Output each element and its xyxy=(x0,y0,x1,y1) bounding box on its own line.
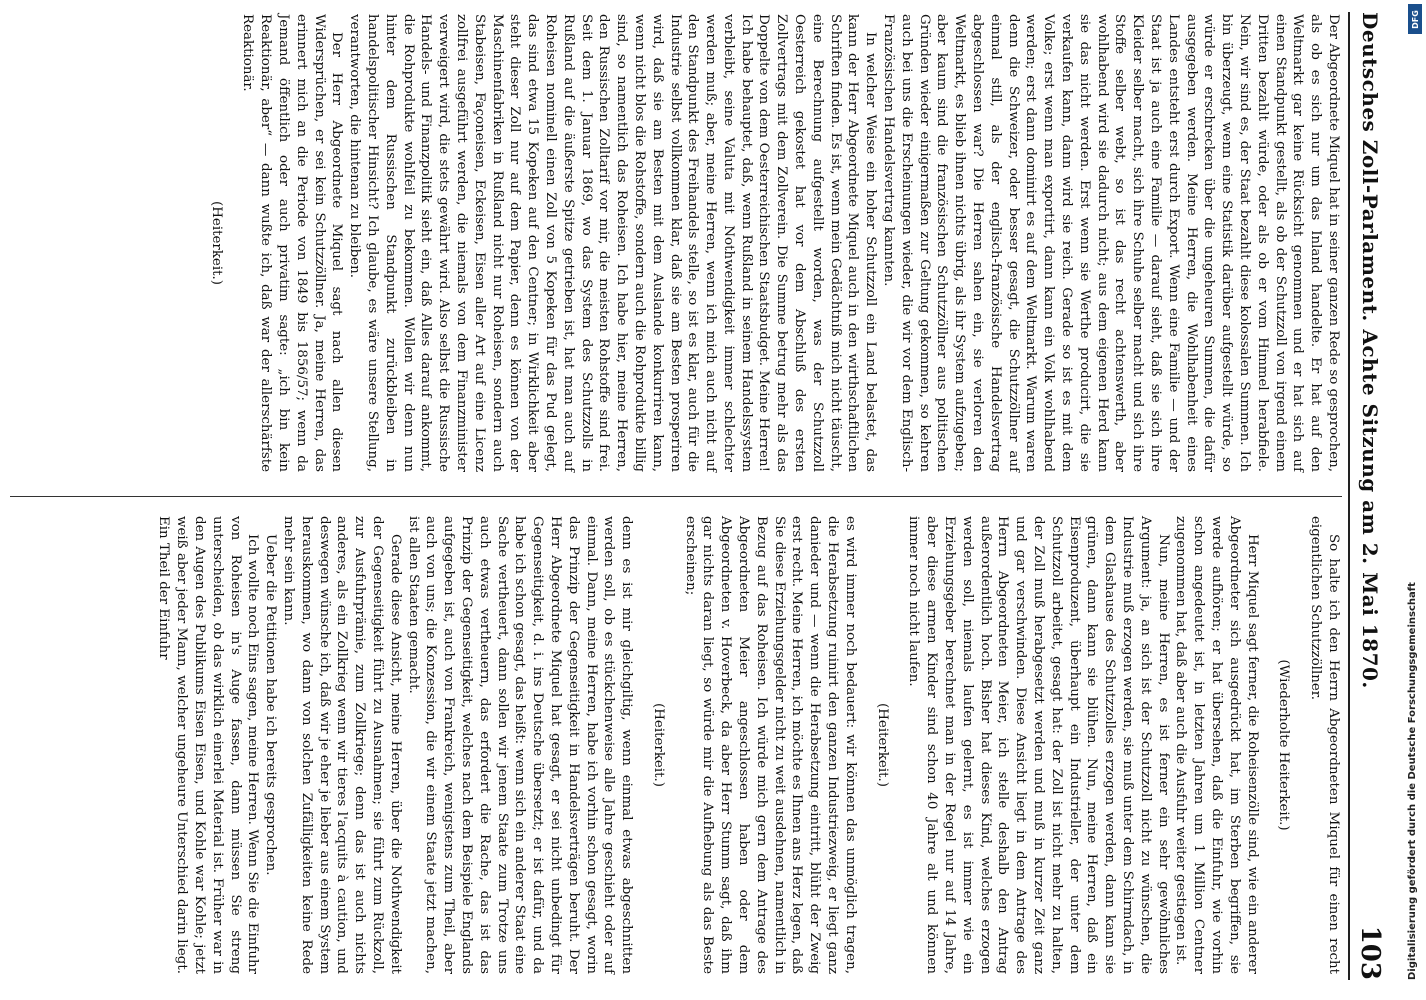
interjection: (Heiterkeit.) xyxy=(650,703,666,787)
digitization-stamp: Digitalisierung gefördert durch die Deutsche Forschungsgemeinschaft xyxy=(1407,582,1418,980)
column-divider xyxy=(10,496,1342,497)
paragraph: Herr Miquel sagt ferner, die Roheisenzölle sind, wie ein anderer Abgeordneter sich ausgedrückt hat, im Sterben begriffen, sie werde aufhören; er hat übersehen, daß die Einfuhr, wie vorhin schon angedeutet ist, in letzten Jahren um 1 Million Centner zugenommen hat, daß aber auch die Ausfuhr weiter gestiegen ist. xyxy=(1173,516,1260,974)
paragraph: Nun, meine Herren, es ist ferner ein sehr gewöhnliches Argument: ja, an sich ist der Schutzzoll nicht zu wünschen, die Industrie muß erzogen werden, sie muß unter dem Schirmdach, in dem Glashause des Schutzzolles erzogen werden, dann kann sie grünen, dann kann sie blühen. Nun, meine Herren, daß ein Eisenproduzent, überhaupt ein Industrieller, der unter dem Schutzzoll arbeitet, gesagt hat: der Zoll ist nicht mehr zu halten, der Zoll muß herabgesetzt werden und muß in kurzer Zeit ganz und gar verschwinden. Diese Ansicht liegt in dem Antrage des Herrn Abgeordneten Meier, ich stelle deshalb den Antrag außerordentlich hoch. Bisher hat dieses Kind, welches erzogen werden soll, niemals laufen gelernt, es ist immer wie ein Erziehungsgeber berechnet man in der Regel nur auf 14 Jahre, aber diese armen Kinder sind schon 40 Jahre alt und können immer noch nicht laufen. xyxy=(906,516,1171,974)
paragraph: Gerade diese Ansicht, meine Herren, über die Nothwendigkeit der Gegenseitigkeit führt zu Ausnahmen; sie führt zum Rückzoll, zur Ausfuhrprämie, zum Zollkriege; denn das ist auch nichts anderes, als ein Zollkrieg wenn wir tieres l'acquits à caution, und deswegen wünsche ich, daß wir je eher je lieber aus einem System herauskommen, wo dann von solchen Zufälligkeiten keine Rede mehr sein kann. xyxy=(280,516,403,974)
column-left xyxy=(193,14,1342,472)
interjection: (Heiterkeit.) xyxy=(874,703,890,787)
paragraph: Ich wollte noch Eins sagen, meine Herren. Wenn Sie die Einfuhr von Roheisen in's Auge fassen, dann müssen Sie streng unterscheiden, ob das wirklich einerlei Material ist. Früher war in den Augen des Publikums Eisen Eisen, und Kohle war Kohle; jetzt weiß aber jeder Mann, welcher ungeheure Unterschied darin liegt. Ein Theil der Einfuhr xyxy=(156,516,261,974)
interjection: (Heiterkeit.) xyxy=(208,201,224,285)
page-number: 103 xyxy=(1355,925,1385,980)
paragraph: Der Abgeordnete Miquel hat in seiner ganzen Rede so gesprochen, als ob es sich nur um das Inland handelte. Er hat auf den Weltmarkt gar keine Rücksicht genommen und er hat sich auf einen Standpunkt gestellt, als ob der Schutzzoll von irgend einem Dritten bezahlt würde, oder als ob er vom Himmel herabfiele. Nein, wir sind es, der Staat bezahlt diese kolossalen Summen. Ich bin überzeugt, wenn eine Statistik darüber aufgestellt würde, so würde er erschrecken über die ungeheuren Summen, die dafür ausgegeben werden. Meine Herren, die Wohlhabenheit eines Landes entsteht erst durch Export. Wenn eine Familie — und der Staat ist ja auch eine Familie — darauf sieht, daß sie sich ihre Kleider selber macht, sich ihre Schuhe selber macht und sich ihre Stoffe selber webt, so ist das recht achtenswerth, aber wohlhabend wird sie dadurch nicht; aus dem eigenen Herd kann sie das nicht werden. Erst wenn sie Werthe producirt, die sie verkaufen kann, dann wird sie reich. Gerade so ist es mit dem Volke; erst wenn man exportirt, dann kann ein Volk wohlhabend werden; erst dann dominirt es auf dem Weltmarkt. Warum waren denn die Schweizer, oder besser gesagt, die Schutzzöllner auf einmal still, als der englisch-französische Handelsvertrag abgeschlossen war? Die Herren sahen ein, sie verloren den Weltmarkt, es blieb ihnen nichts übrig, als ihr System aufzugeben; aber kaum sind die französischen Schutzzöllner aus politischen Gründen wieder einigermaßen zur Geltung gekommen, so kehren auch bei uns die Erscheinungen wieder, die wir vor dem Englisch-Französischen Handelsvertrag kannten. xyxy=(881,14,1341,472)
paragraph: Der Herr Abgeordnete Miquel sagt nach allen diesen Widersprüchen, er sei kein Schutzzöllner. Ja, meine Herren, das erinnert mich an die Periode von 1849 bis 1856/57; wenn da Jemand öffentlich oder auch privatim sagte: „ich bin kein Reaktionär, aber“ — dann wußte ich, daß war der allerschärfste Reaktionär. xyxy=(240,14,345,472)
running-title: Deutsches Zoll-Parlament. Achte Sitzung am 2. Mai 1870. xyxy=(1358,12,1382,689)
paragraph: So halte ich den Herrn Abgeordneten Miquel für einen recht eigentlichen Schutzzöllner. xyxy=(1308,516,1341,974)
dfg-logo: DFG xyxy=(1408,4,1422,34)
paragraph: es wird immer noch bedauert: wir können das unmöglich tragen, die Herabsetzung ruinirt den ganzen Industriezweig, er liegt ganz danieder und — wenn die Herabsetzung eintritt, blüht der Zweig erst recht. Meine Herren, ich möchte es Ihnen ans Herz legen, daß Sie diese Erziehungsgelder nicht zu weit ausdehnen, namentlich in Bezug auf das Roheisen. Ich würde mich gern dem Antrage des Abgeordneten Meier angeschlossen haben oder dem Abgeordneten v. Hoverbeck, da aber Herr Stumm sagt, daß ihm gar nichts daran liegt, so würde mir die Aufhebung als das Beste erscheinen; xyxy=(682,516,858,974)
page-header xyxy=(1348,12,1390,980)
paragraph: denn es ist mir gleichgiltig, wenn einmal etwas abgeschnitten werden soll, ob es stückchenweise alle Jahre geschieht oder auf einmal. Dann, meine Herren, habe ich vorhin schon gesagt, worin das Prinzip der Gegenseitigkeit in Handelsverträgen beruht. Der Herr Abgeordnete Miquel hat gesagt, er sei nicht unbedingt für Gegenseitigkeit, d. i. ins Deutsche übersetzt; er ist dafür, und da habe ich schon gesagt, das heißt: wenn sich ein anderer Staat eine Sache vertheuert, dann sollen wir jenem Staate zum Trotze uns auch etwas vertheuern, das erfordert die Rache, das ist das Prinzip der Gegenseitigkeit, welches nach dem Beispiele Englands aufgegeben ist, auch von Frankreich, wenigstens zum Theil, aber auch von uns; die Konzession, die wir einem Staate jetzt machen, ist allen Staaten gemacht. xyxy=(405,516,635,974)
column-right xyxy=(155,516,1342,974)
paragraph: In welcher Weise ein hoher Schutzzoll ein Land belastet, das kann der Herr Abgeordnete Miquel auch in den wirthschaftlichen Schriften finden. Es ist, wenn mein Gedächtniß mich nicht täuscht, eine Berechnung aufgestellt worden, was der Schutzzoll Oesterreich gekostet hat vor dem Abschluß des ersten Zollvertrags mit dem Zollverein. Die Summe betrug mehr als das Doppelte von dem Oesterreichischen Staatsbudget. Meine Herren! Ich habe behauptet, daß, wenn Rußland in seinem Handelssystem verbleibt, seine Valuta mit Nothwendigkeit immer schlechter werden muß; aber, meine Herren, wenn ich mich auch nicht auf den Standpunkt des Freihandels stelle, so ist es klar, auch für die Industrie selbst vollkommen klar, daß sie am Besten prosperiren wird, daß sie am Besten mit dem Auslande konkurriren kann, wenn nicht blos die Rohstoffe, sondern auch die Rohprodukte billig sind, so namentlich das Roheisen. Ich habe hier, meine Herren, den Russischen Zolltarif vor mir, die meisten Rohstoffe sind frei. Seit dem 1. Januar 1869, wo das System des Schutzzolls in Rußland auf die äußerste Spitze getrieben ist, hat man auch auf Roheisen nominell einen Zoll von 5 Kopeken für das Pud gelegt, das sind etwa 15 Kopeken auf den Centner; in Wirklichkeit aber steht dieser Zoll nur auf dem Papier, denn es können von der Maschinenfabriken in Rußland nicht nur Roheisen, sondern auch Stabeisen, Façoneisen, Eckeisen, Eisen aller Art auf eine Licenz zollfrei ausgeführt werden, die niemals von dem Finanzminister verweigert wird, die stets gewährt wird. Also selbst die Russische Handels- und Finanzpolitik sieht ein, daß Alles darauf ankommt, die Rohprodukte wohlfeil zu bekommen. Wollen wir denn nun hinter dem Russischen Standpunkt zurückbleiben in handelspolitischer Hinsicht? Ich glaube, es wäre unsere Stellung, verantworten, die hintenan zu bleiben. xyxy=(347,14,879,472)
interjection: (Wiederholte Heiterkeit.) xyxy=(1276,659,1292,831)
paragraph: Ueber die Petitionen habe ich bereits gesprochen. xyxy=(263,534,279,876)
